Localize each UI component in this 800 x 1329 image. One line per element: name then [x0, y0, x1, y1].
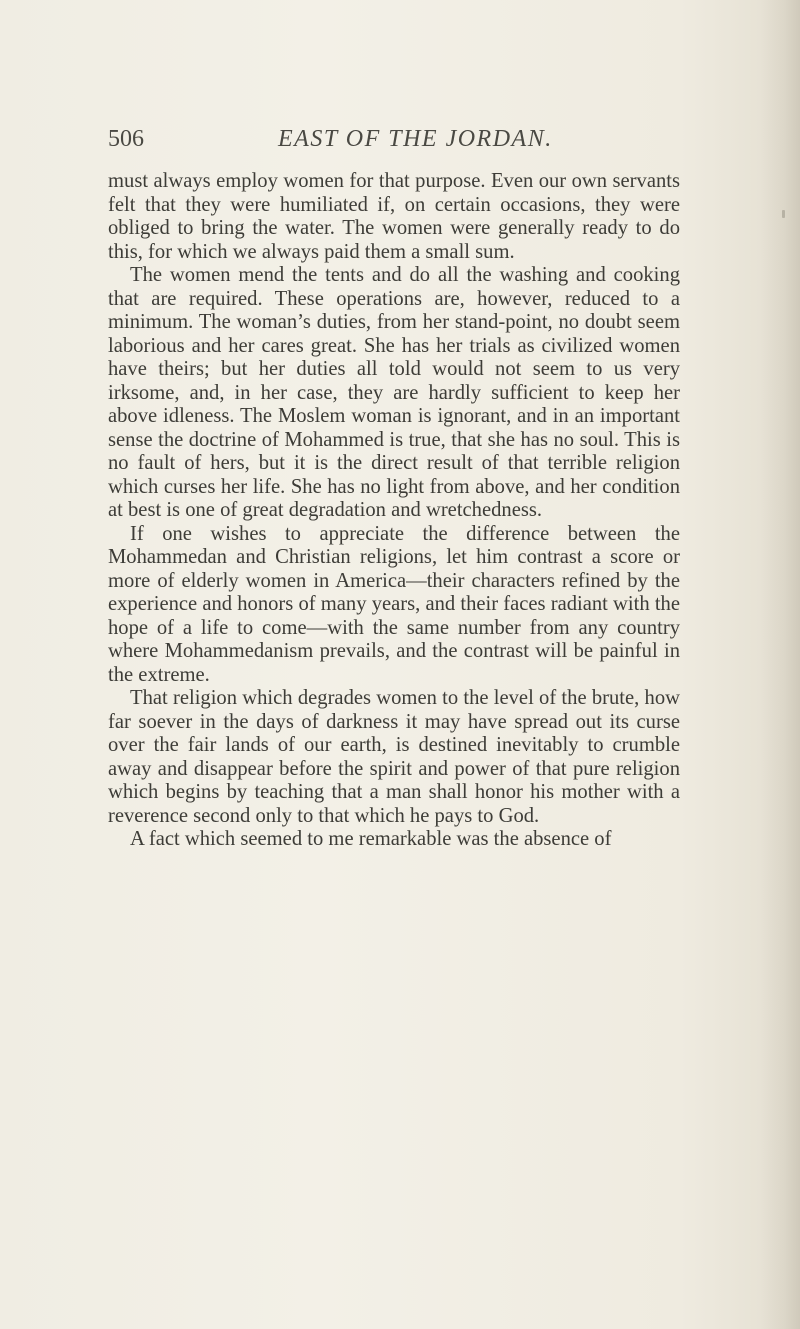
running-title: EAST OF THE JORDAN. [278, 126, 553, 152]
body-text [108, 170, 680, 852]
paragraph: must always employ women for that purpose. Even our own servants felt that they were humiliated if, on certain occasions, they were obliged to bring the water. The women were generally ready to do this, for which we always paid them a small sum. [108, 170, 680, 263]
paper-mark [782, 210, 785, 218]
paragraph: The women mend the tents and do all the washing and cooking that are required. These operations are, however, reduced to a minimum. The woman’s duties, from her stand-point, no doubt seem laborious and her cares great. She has her trials as civilized women have theirs; but her duties all told would not seem to us very irksome, and, in her case, they are hardly sufficient to keep her above idleness. The Moslem woman is ignorant, and in an important sense the doctrine of Mohammed is true, that she has no soul. This is no fault of hers, but it is the direct result of that terrible religion which curses her life. She has no light from above, and her condition at best is one of great degradation and wretchedness. [108, 264, 680, 521]
paragraph: A fact which seemed to me remarkable was the absence of [130, 828, 612, 850]
page-header [108, 126, 708, 158]
paragraph: That religion which degrades women to the level of the brute, how far soever in the days of darkness it may have spread out its curse over the fair lands of our earth, is destined inevitably to crumble away and disappear before the spirit and power of that pure religion which begins by teaching that a man shall honor his mother with a reverence second only to that which he pays to God. [108, 687, 680, 827]
page-number: 506 [108, 126, 144, 152]
paragraph: If one wishes to appreciate the difference between the Mohammedan and Christian religions, let him contrast a score or more of elderly women in America—their characters refined by the experience and honors of many years, and their faces radiant with the hope of a life to come—with the same number from any country where Mohammedanism prevails, and the contrast will be painful in the extreme. [108, 522, 680, 686]
page-edge-shadow [760, 0, 800, 1329]
